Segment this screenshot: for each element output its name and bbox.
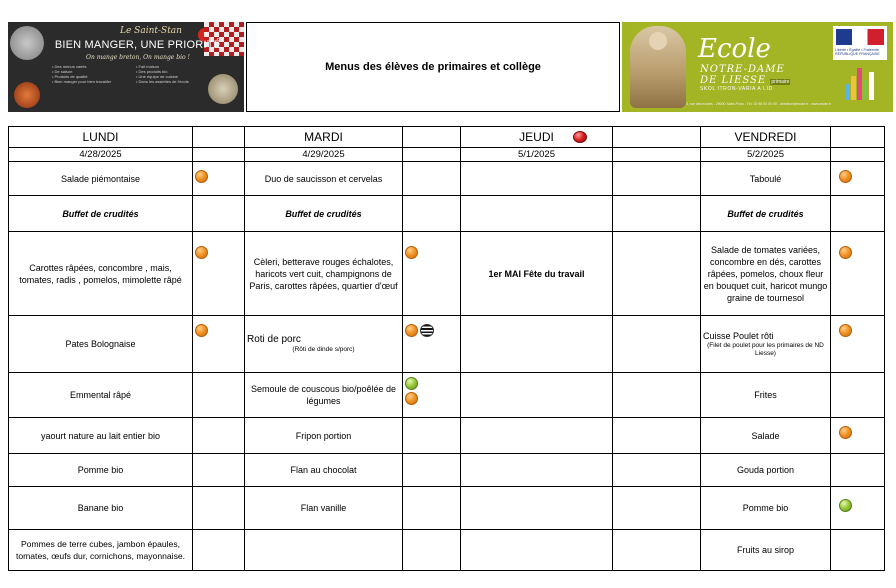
marker-cell	[403, 162, 461, 196]
school-word: Ecole	[698, 34, 771, 64]
dish-name: Frites	[754, 390, 777, 400]
dish-name: Fripon portion	[295, 430, 352, 441]
marker-cell	[193, 196, 245, 232]
french-flag-icon	[836, 29, 884, 45]
dish-name: Pomme bio	[742, 503, 789, 513]
banner-bullet: • Produits de qualité	[52, 74, 88, 79]
dish-cell	[461, 373, 613, 418]
marker-cell	[613, 316, 701, 373]
day-date: 4/29/2025	[245, 148, 403, 162]
dish-cell	[461, 418, 613, 454]
dish-name: Buffet de crudités	[62, 208, 139, 219]
day-marker-cell	[831, 127, 885, 148]
dish-cell	[9, 373, 193, 418]
plate-icon	[208, 74, 238, 104]
menu-row	[9, 196, 885, 232]
dish-name: Salade piémontaise	[60, 173, 141, 184]
marker-cell	[613, 196, 701, 232]
dish-cell	[701, 232, 831, 316]
date-row	[9, 148, 885, 162]
marker-cell	[831, 232, 885, 316]
menu-row	[9, 162, 885, 196]
banner-bullet: • De saison	[52, 69, 73, 74]
school-name-line: NOTRE-DAME	[700, 64, 785, 75]
banner-bullets-right	[136, 64, 189, 84]
day-date: 5/1/2025	[461, 148, 613, 162]
banner-bullet: • Des produits bio	[136, 69, 168, 74]
day-header-row	[9, 127, 885, 148]
marker-cell	[193, 454, 245, 487]
school-name-text: DE LIESSE	[700, 75, 767, 86]
menu-row	[9, 418, 885, 454]
dish-cell	[701, 162, 831, 196]
banner-tagline: On mange breton, On mange bio !	[86, 54, 190, 61]
marker-cell	[403, 418, 461, 454]
dish-name: yaourt nature au lait entier bio	[40, 430, 161, 441]
menu-row	[9, 232, 885, 316]
dish-name: Carottes râpées, concombre , mais, tomates, radis , pomelos, mimolette râpé	[19, 262, 182, 285]
orange-dot-icon	[195, 246, 208, 259]
marker-cell	[403, 316, 461, 373]
marker-cell	[831, 196, 885, 232]
dish-name: Taboulé	[749, 173, 782, 184]
orange-dot-icon	[405, 324, 418, 337]
dish-name: Flan au chocolat	[290, 465, 357, 475]
day-marker-cell	[573, 127, 661, 148]
dish-cell	[9, 418, 193, 454]
marker-cell	[831, 373, 885, 418]
marker-cell	[831, 162, 885, 196]
breton-flag-icon	[420, 324, 434, 337]
dish-name: Duo de saucisson et cervelas	[264, 173, 383, 184]
dish-name: Banane bio	[77, 503, 124, 513]
dish-cell	[461, 487, 613, 530]
marker-cell	[403, 530, 461, 571]
dish-cell	[245, 316, 403, 373]
dish-alternative: (Filet de poulet pour les primaires de ND Liesse)	[707, 342, 824, 357]
dish-name: Flan vanille	[300, 503, 347, 513]
school-breton-name: SKOL ITRON-VARIA A LID	[700, 86, 773, 92]
orange-dot-icon	[195, 170, 208, 183]
banner-bullet: • Dans les assiettes de l'école	[136, 79, 189, 84]
dish-cell	[9, 196, 193, 232]
dish-name: Pomme bio	[77, 465, 124, 475]
page-title: Menus des élèves de primaires et collège	[246, 22, 620, 112]
dish-cell	[245, 232, 403, 316]
dish-name: Gouda portion	[736, 465, 795, 475]
dish-cell	[9, 162, 193, 196]
dish-cell	[701, 487, 831, 530]
primaire-tag: primaire	[771, 79, 790, 85]
day-name: LUNDI	[9, 127, 193, 148]
dish-cell	[9, 487, 193, 530]
dish-cell	[245, 373, 403, 418]
orange-dot-icon	[839, 246, 852, 259]
day-marker-cell	[403, 127, 461, 148]
dish-cell	[701, 196, 831, 232]
date-marker-cell	[193, 148, 245, 162]
marker-cell	[831, 487, 885, 530]
marker-cell	[613, 162, 701, 196]
green-dot-icon	[839, 499, 852, 512]
banner-bullet: • Bien manger pour bien travailler	[52, 79, 112, 84]
dish-cell	[245, 196, 403, 232]
page-header	[8, 22, 882, 112]
dish-cell	[9, 454, 193, 487]
red-dot-icon	[573, 131, 587, 143]
madonna-statue-icon	[630, 26, 686, 108]
school-name	[700, 64, 790, 88]
marker-cell	[613, 487, 701, 530]
banner-bullet: • Fait maison	[136, 64, 160, 69]
dish-cell	[701, 373, 831, 418]
marker-cell	[403, 487, 461, 530]
marker-cell	[831, 418, 885, 454]
menu-row	[9, 454, 885, 487]
marker-cell	[831, 454, 885, 487]
marker-cell	[613, 418, 701, 454]
dish-name: Roti de porc	[247, 334, 301, 345]
dish-name: Fruits au sirop	[736, 545, 795, 555]
dish-name: Emmental râpé	[69, 390, 132, 400]
marker-cell	[613, 373, 701, 418]
menu-row	[9, 487, 885, 530]
dish-cell	[9, 316, 193, 373]
brand-logo: Le Saint-Stan	[120, 26, 182, 36]
dish-name: Semoule de couscous bio/poêlée de légumes	[250, 384, 397, 406]
banner-headline: BIEN MANGER, UNE PRIORITÉ	[54, 39, 222, 51]
marker-cell	[831, 316, 885, 373]
marker-cell	[193, 418, 245, 454]
dish-cell	[245, 487, 403, 530]
restaurant-banner	[8, 22, 244, 112]
date-marker-cell	[403, 148, 461, 162]
day-date: 5/2/2025	[701, 148, 831, 162]
day-marker-cell	[193, 127, 245, 148]
dish-name: 1er MAI Fête du travail	[488, 268, 585, 279]
orange-dot-icon	[195, 324, 208, 337]
dish-cell	[9, 530, 193, 571]
day-name: JEUDI	[461, 127, 613, 148]
marker-cell	[403, 196, 461, 232]
marker-cell	[831, 530, 885, 571]
menu-table	[8, 126, 885, 571]
orange-dot-icon	[839, 426, 852, 439]
marker-cell	[193, 162, 245, 196]
republique-francaise-logo	[833, 26, 887, 60]
dish-name: Buffet de crudités	[727, 208, 804, 219]
banner-bullet: • Des menus variés	[52, 64, 87, 69]
republique-motto: Liberté • Égalité • Fraternité	[835, 48, 879, 52]
green-dot-icon	[405, 377, 418, 390]
dish-cell	[461, 232, 613, 316]
dish-alternative: (Rôti de dinde s/porc)	[292, 346, 355, 353]
dish-cell	[245, 454, 403, 487]
menu-row	[9, 316, 885, 373]
day-date: 4/28/2025	[9, 148, 193, 162]
marker-cell	[193, 373, 245, 418]
dish-name: Salade de tomates variées, concombre en dés, carottes râpées, pomelos, choux fleur en bouquet cuit, haricot mungo graine de tournesol	[703, 244, 828, 303]
date-marker-cell	[613, 148, 701, 162]
dish-cell	[701, 316, 831, 373]
bar-graphic-icon	[845, 62, 879, 100]
dish-cell	[245, 162, 403, 196]
marker-cell	[403, 454, 461, 487]
dish-name: Cuisse Poulet rôti	[703, 331, 774, 341]
date-marker-cell	[831, 148, 885, 162]
marker-cell	[403, 373, 461, 418]
marker-cell	[613, 232, 701, 316]
marker-cell	[403, 232, 461, 316]
marker-cell	[193, 232, 245, 316]
day-name: VENDREDI	[701, 127, 831, 148]
republique-name: RÉPUBLIQUE FRANÇAISE	[835, 52, 880, 56]
school-banner	[622, 22, 893, 112]
dish-name: Buffet de crudités	[285, 208, 362, 219]
orange-dot-icon	[405, 392, 418, 405]
dish-cell	[245, 418, 403, 454]
dish-name: Pates Bolognaise	[65, 339, 136, 349]
dish-name: Cèleri, betterave rouges échalotes, haricots vert cuit, champignons de Paris, carottes râpées, quartier d'œuf	[249, 256, 398, 291]
marker-cell	[193, 316, 245, 373]
vegetable-icon	[14, 82, 40, 108]
banner-bullet: • Une équipe de cuisine	[136, 74, 179, 79]
dish-cell	[461, 530, 613, 571]
dish-cell	[9, 232, 193, 316]
dish-cell	[461, 196, 613, 232]
dish-cell	[701, 530, 831, 571]
orange-dot-icon	[839, 324, 852, 337]
orange-dot-icon	[405, 246, 418, 259]
orange-dot-icon	[839, 170, 852, 183]
marker-cell	[613, 454, 701, 487]
republique-text	[835, 48, 880, 56]
menu-row	[9, 373, 885, 418]
dish-cell	[245, 530, 403, 571]
dish-cell	[461, 454, 613, 487]
dish-cell	[461, 162, 613, 196]
dish-cell	[701, 418, 831, 454]
dish-cell	[461, 316, 613, 373]
marker-cell	[193, 487, 245, 530]
marker-cell	[613, 530, 701, 571]
marker-cell	[193, 530, 245, 571]
school-address: 3, rue des ecoles - 29000 Saint-Pons - Tél. 02 98 00 00 00 - direction@ecole.fr - www.ecole.fr	[686, 102, 832, 106]
plate-icon	[10, 26, 44, 60]
dish-cell	[701, 454, 831, 487]
day-name: MARDI	[245, 127, 403, 148]
banner-bullets-left	[52, 64, 111, 84]
dish-name: Salade	[751, 430, 780, 441]
menu-row	[9, 530, 885, 571]
dish-name: Pommes de terre cubes, jambon épaules, tomates, œufs dur, cornichons, mayonnaise.	[15, 539, 186, 561]
